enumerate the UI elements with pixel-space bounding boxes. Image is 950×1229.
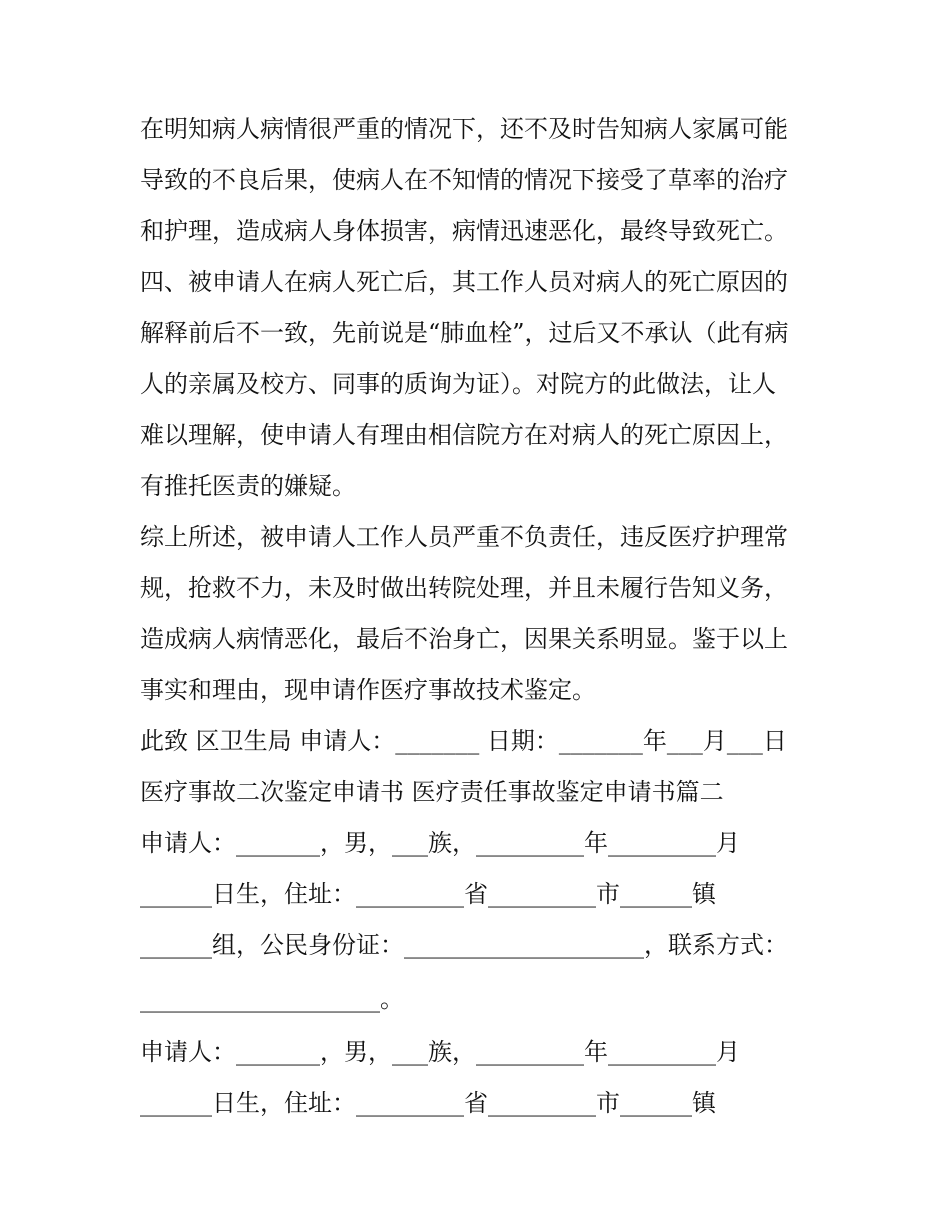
form-line: ______日生，住址：_________省_________市______镇 <box>140 1089 716 1117</box>
document-body <box>140 104 830 1129</box>
form-line: ____________________。 <box>140 985 404 1013</box>
paragraph-line: 在明知病人病情很严重的情况下，还不及时告知病人家属可能 <box>140 115 788 143</box>
closing-line: 此致 区卫生局 申请人：_______ 日期：_______年___月___日 <box>140 727 787 755</box>
form-line: ______日生，住址：_________省_________市______镇 <box>140 880 716 908</box>
paragraph-line: 难以理解，使申请人有理由相信院方在对病人的死亡原因上， <box>140 421 788 449</box>
paragraph-line: 四、被申请人在病人死亡后，其工作人员对病人的死亡原因的 <box>140 268 788 296</box>
paragraph-line: 人的亲属及校方、同事的质询为证）。对院方的此做法，让人 <box>140 370 776 398</box>
paragraph-line: 有推托医责的嫌疑。 <box>140 472 356 500</box>
paragraph-line: 导致的不良后果，使病人在不知情的情况下接受了草率的治疗 <box>140 166 788 194</box>
paragraph-line: 解释前后不一致，先前说是“肺血栓”，过后又不承认（此有病 <box>140 319 789 347</box>
form-line: 申请人：_______，男，___族，_________年_________月 <box>140 829 740 857</box>
paragraph-line: 事实和理由，现申请作医疗事故技术鉴定。 <box>140 676 596 704</box>
form-line: ______组，公民身份证：____________________，联系方式： <box>140 931 788 959</box>
section-title: 医疗事故二次鉴定申请书 医疗责任事故鉴定申请书篇二 <box>140 778 724 806</box>
paragraph-line: 综上所述，被申请人工作人员严重不负责任，违反医疗护理常 <box>140 523 788 551</box>
form-line: 申请人：_______，男，___族，_________年_________月 <box>140 1038 740 1066</box>
paragraph-line: 规，抢救不力，未及时做出转院处理，并且未履行告知义务， <box>140 574 788 602</box>
paragraph-line: 和护理，造成病人身体损害，病情迅速恶化，最终导致死亡。 <box>140 217 788 245</box>
paragraph-line: 造成病人病情恶化，最后不治身亡，因果关系明显。鉴于以上 <box>140 625 788 653</box>
